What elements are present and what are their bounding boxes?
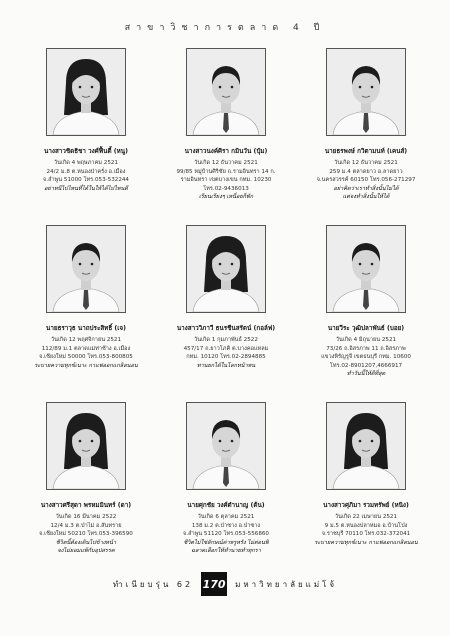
student-photo xyxy=(46,402,126,490)
student-name: นายวีระ วุฒิปลาพันธ์ (บอย) xyxy=(327,325,405,332)
student-motto: ชีวิตนี้ต้องเดินไปข้างหน้า xyxy=(55,539,117,546)
student-info-line: จ.เชียงใหม่ 50210 โทร.053-396590 xyxy=(39,531,133,538)
student-info-line: จ.ลำพูน 51000 โทร.053-532244 xyxy=(42,177,129,184)
student-info-line: 457/17 ถ.ยาวโภคิ ต.บางคอแหลม xyxy=(183,345,269,352)
student-card xyxy=(296,223,436,400)
student-name: นางสาวนงค์ศิรา กมินวัน (ปุ๋ม) xyxy=(184,148,268,155)
student-info-line: จ.เชียงใหม่ 50000 โทร.053-800805 xyxy=(39,354,133,361)
student-info-line: 73/26 ถ.อิสรภาพ 11 ถ.อิสรภาพ xyxy=(326,345,406,352)
student-info-line: 24/2 ม.8 ต.หนองป่าครั่ง อ.เมือง xyxy=(46,168,126,175)
student-info-line: วันเกิด 6 ตุลาคม 2521 xyxy=(197,514,255,520)
student-name: นางสาวชิดธิชา วงศ์ฟื้นตี้ (หนู) xyxy=(44,148,128,155)
student-info-line: วันเกิด 4 มิถุนายน 2521 xyxy=(335,337,397,343)
student-motto: แต่จงทำสิ่งนั้นให้ได้ xyxy=(342,194,390,201)
student-name: นางสาววิภาวี ธนรชีนสรัตน์ (กอล์ฟ) xyxy=(176,325,276,332)
student-motto: อย่าคิดว่าเราทำสิ่งนั้นไม่ได้ xyxy=(333,185,399,192)
student-photo xyxy=(326,225,406,313)
student-name: นายศุกชัย วงศ์ตำนาญ (ต้น) xyxy=(187,502,265,509)
student-info-line: รามอินทรา เขตบางเขน กทม. 10230 xyxy=(180,177,272,184)
student-motto: ฉลาดเลือกให้ทำนายทำทุกรา xyxy=(191,548,261,555)
student-info-line: จ.นครสวรรค์ 60150 โทร.056-271297 xyxy=(316,177,416,184)
portrait-figure xyxy=(47,226,125,312)
student-card xyxy=(156,400,296,577)
portrait-figure xyxy=(327,226,405,312)
student-info-line: วันเกิด 22 เมษายน 2521 xyxy=(334,514,398,520)
student-card xyxy=(296,400,436,577)
student-info-line: วันเกิด 1 กุมภาพันธ์ 2522 xyxy=(194,337,258,343)
student-info-line: 99/85 หมู่บ้านศิริชัย ถ.รามอินทรา 14 ก. xyxy=(176,168,276,175)
student-card xyxy=(156,46,296,223)
portrait-figure xyxy=(187,403,265,489)
page-title: สาขาวิชาการตลาด 4 ปี xyxy=(124,23,326,33)
student-motto: เรียนเรียงๆ เหนื่อยก็พัก xyxy=(198,194,254,201)
portrait-figure xyxy=(47,403,125,489)
student-card xyxy=(16,400,156,577)
student-photo xyxy=(326,48,406,136)
student-name: นางสาวศรีสุดา พรหมมินทร์ (ดา) xyxy=(40,502,132,509)
student-photo xyxy=(326,402,406,490)
student-photo xyxy=(186,402,266,490)
page-number: 170 xyxy=(201,572,227,596)
student-info-line: วันเกิด 4 พฤษภาคม 2521 xyxy=(53,160,119,166)
student-info-line: โทร.02-9436013 xyxy=(203,185,249,192)
student-info-line: 9 ม.5 ต.หนองปลาหมอ อ.บ้านโป่ง xyxy=(324,522,408,529)
student-name: นายธรพงษ์ กวิตามนท์ (เคนส์) xyxy=(324,148,408,155)
student-motto: ทำวันนี้ให้ดีที่สุด xyxy=(346,371,386,378)
student-card xyxy=(16,46,156,223)
student-info-line: วันเกิด 12 พฤศจิกายน 2521 xyxy=(50,337,122,343)
student-info-line: 259 ม.4 ตลาดยาว อ.ลาดยาว xyxy=(329,168,403,175)
student-name: นายธราวุธ นาถประสิทธิ์ (เจ) xyxy=(46,325,126,332)
student-motto: ระบายความทุกข์เนาะ กาแฟออกแกลิลนอน xyxy=(34,362,138,369)
student-info-line: วันเกิด 12 ธันวาคม 2521 xyxy=(334,160,398,166)
student-motto: ระบายความทุกข์เนาะ กาแฟออกแกลิลนอน xyxy=(314,539,418,546)
student-info-line: 112/89 ม.1 ตลาดแม่ท่าช้าง อ.เมือง xyxy=(41,345,131,352)
student-info-line: 12/4 ม.3 ต.ป่าไม่ อ.สันทราย xyxy=(50,522,122,529)
portrait-figure xyxy=(327,49,405,135)
page-footer xyxy=(0,572,450,596)
student-info-line: 138 ม.2 ต.ป่าซาง อ.ป่าซาง xyxy=(191,522,261,529)
portrait-figure xyxy=(187,226,265,312)
student-info-line: วันเกิด 12 ธันวาคม 2521 xyxy=(194,160,258,166)
student-name: นางสาวศุภิมา รวมทรัพย์ (หนิง) xyxy=(323,502,409,509)
student-photo xyxy=(46,48,126,136)
footer-right-text: มหาวิทยาลัยแม่โจ้ xyxy=(235,579,338,589)
student-motto: จงไม่ยอมแพ้กับอุปสรรค xyxy=(57,548,115,555)
student-info-line: โทร.02-8901207,4666917 xyxy=(329,362,403,369)
student-info-line: จ.ลำพูน 51120 โทร.053-556860 xyxy=(182,531,269,538)
student-card xyxy=(296,46,436,223)
student-info-line: วันเกิด 16 มีนาคม 2522 xyxy=(55,514,117,520)
student-photo xyxy=(46,225,126,313)
student-info-line: จ.ราชบุรี 70110 โทร.032-372041 xyxy=(321,531,411,538)
portrait-figure xyxy=(47,49,125,135)
student-photo xyxy=(186,225,266,313)
footer-left-text: ทำเนียบรุ่น 62 xyxy=(112,579,194,589)
student-info-line: แขวงหิรัญรูจี เขตธนบุรี กทม. 10600 xyxy=(321,354,411,361)
student-card xyxy=(156,223,296,400)
student-grid xyxy=(16,46,436,577)
student-photo xyxy=(186,48,266,136)
student-card xyxy=(16,223,156,400)
student-motto: ชีวิตไม่ใช่ลักษณ์ค่าหรูหรัง ไม่ต่อนพิ xyxy=(183,539,269,546)
student-motto: ทานยกได้ในโลกหน้าหน xyxy=(196,362,256,369)
portrait-figure xyxy=(327,403,405,489)
student-info-line: กทม. 10120 โทร.02-2894885 xyxy=(186,354,266,361)
student-motto: อย่าหนีไปไหนที่ได้ในให้ได้ไปไหนดี xyxy=(44,185,128,192)
portrait-figure xyxy=(187,49,265,135)
